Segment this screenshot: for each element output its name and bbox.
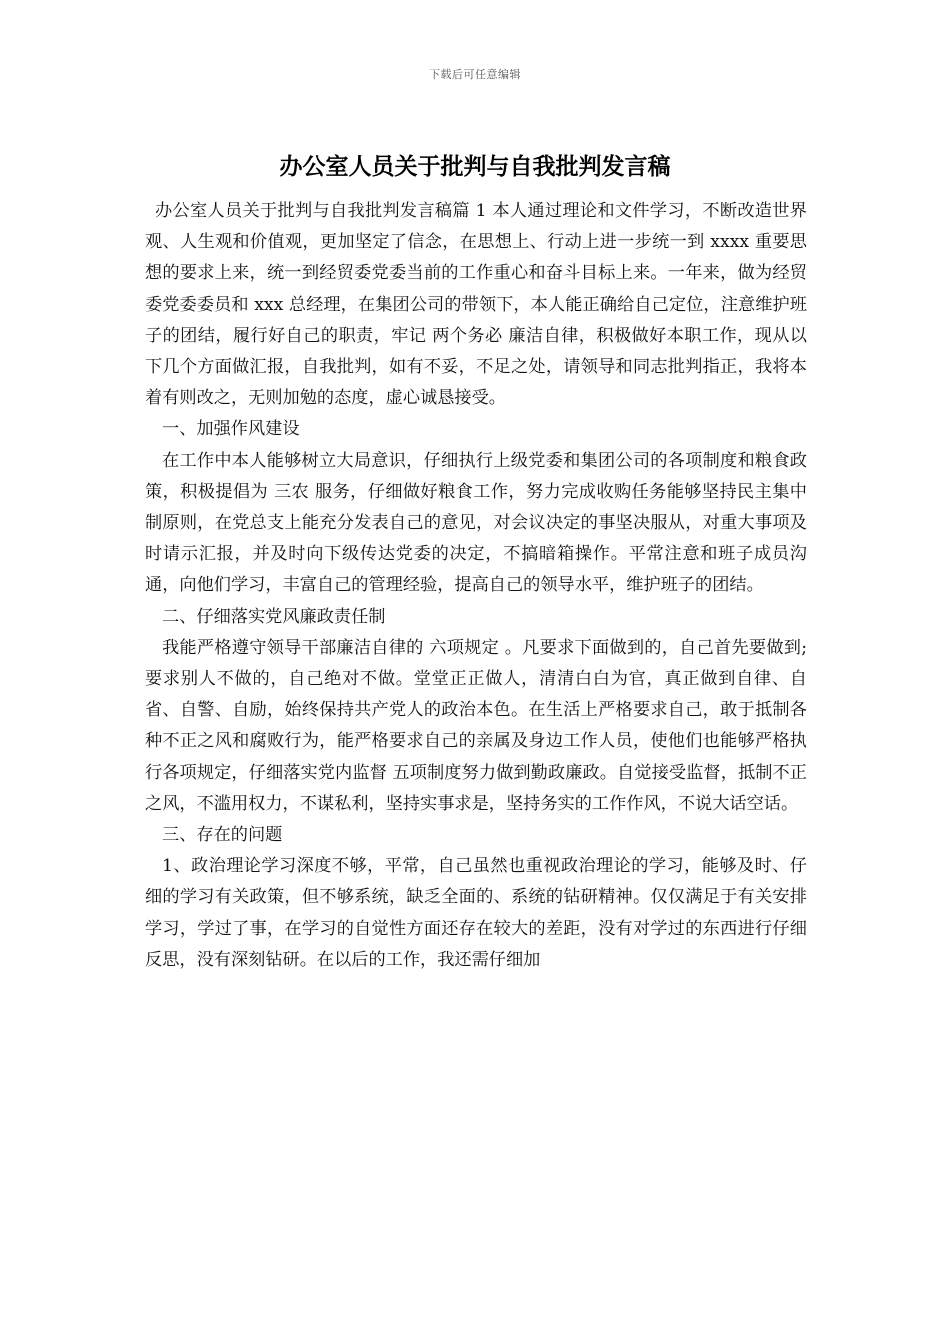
header-note: 下载后可任意编辑 bbox=[429, 68, 521, 81]
paragraph-intro: 办公室人员关于批判与自我批判发言稿篇 1 本人通过理论和文件学习，不断改造世界观、人生观和价值观，更加坚定了信念，在思想上、行动上进一步统一到 xxxx 重要思想的要求上来，统一到经贸委党委当前的工作重心和奋斗目标上来。一年来，做为经贸委党委委员和 xxx 总经理，在集团公司的带领下，本人能正确给自己定位，注意维护班子的团结，履行好自己的职责，牢记 两个务必 廉洁自律，积极做好本职工作，现从以下几个方面做汇报，自我批判，如有不妥，不足之处，请领导和同志批判指正，我将本着有则改之，无则加勉的态度，虚心诚恳接受。 bbox=[145, 201, 807, 409]
paragraph-section-1: 在工作中本人能够树立大局意识，仔细执行上级党委和集团公司的各项制度和粮食政策，积极提倡为 三农 服务，仔细做好粮食工作，努力完成收购任务能够坚持民主集中制原则，在党总支上能充分发表自己的意见，对会议决定的事坚决服从，对重大事项及时请示汇报，并及时向下级传达党委的决定，不搞暗箱操作。平常注意和班子成员沟通，向他们学习，丰富自己的管理经验，提高自己的领导水平，维护班子的团结。 bbox=[145, 450, 807, 596]
section-heading-2: 二、仔细落实党风廉政责任制 bbox=[162, 606, 386, 627]
section-heading-3: 三、存在的问题 bbox=[162, 825, 283, 846]
paragraph-section-2: 我能严格遵守领导干部廉洁自律的 六项规定 。凡要求下面做到的，自己首先要做到;要求别人不做的，自己绝对不做。堂堂正正做人，清清白白为官，真正做到自律、自省、自警、自励，始终保持共产党人的政治本色。在生活上严格要求自己，敢于抵制各种不正之风和腐败行为，能严格要求自己的亲属及身边工作人员，使他们也能够严格执行各项规定，仔细落实党内监督 五项制度努力做到勤政廉政。自觉接受监督，抵制不正之风，不滥用权力，不谋私利，坚持实事求是，坚持务实的工作作风，不说大话空话。 bbox=[145, 637, 807, 814]
section-heading-1: 一、加强作风建设 bbox=[162, 419, 300, 440]
document-body bbox=[145, 196, 807, 976]
document-title: 办公室人员关于批判与自我批判发言稿 bbox=[279, 153, 671, 180]
paragraph-section-3: 1、政治理论学习深度不够，平常，自己虽然也重视政治理论的学习，能够及时、仔细的学习有关政策，但不够系统，缺乏全面的、系统的钻研精神。仅仅满足于有关安排学习，学过了事，在学习的自觉性方面还存在较大的差距，没有对学过的东西进行仔细反思，没有深刻钻研。在以后的工作，我还需仔细加 bbox=[145, 856, 807, 970]
